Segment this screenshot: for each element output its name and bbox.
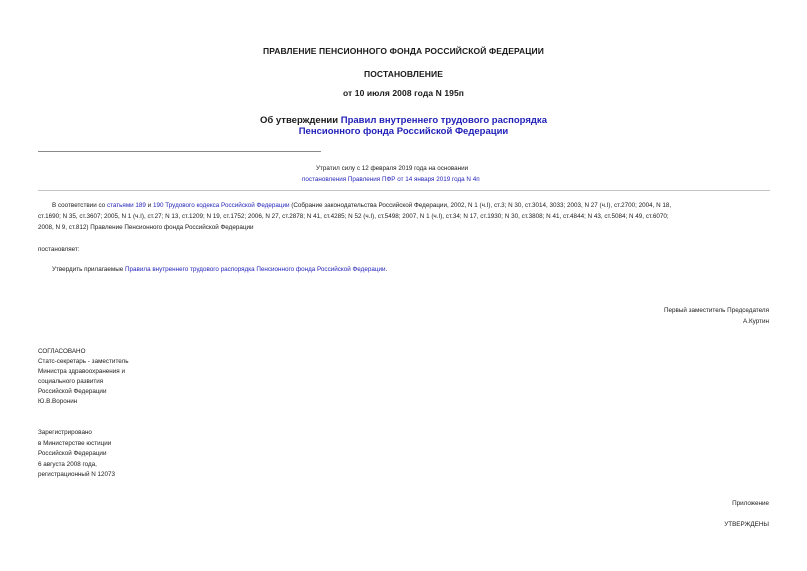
issuing-agency: ПРАВЛЕНИЕ ПЕНСИОННОГО ФОНДА РОССИЙСКОЙ ФЕДЕРАЦИИ: [263, 46, 544, 56]
registration-line: Российской Федерации: [38, 450, 107, 457]
preamble-and: и: [145, 202, 153, 209]
title-link-line2[interactable]: Пенсионного фонда Российской Федерации: [298, 126, 509, 137]
preamble-line2: ст.1690; N 35, ст.3607; 2005, N 1 (ч.I), ст.27; N 13, ст.1209; N 19, ст.1752; 2006, N 27, ст.2878; N 41, ст.4285; N 52 (ч.I), ст.5498; 2007, N 1 (ч.I), ст.34; N 17, ст.1930; N 30, ст.3808; N 41, ст.4844; N 43, ст.5084; N 49, ст.6070;: [38, 213, 669, 220]
labor-code-link[interactable]: 190 Трудового кодекса Российской Федерации: [152, 202, 290, 209]
agreed-block: [38, 347, 129, 407]
rules-link[interactable]: Правила внутреннего трудового распорядка Пенсионного фонда Российской Федерации: [125, 266, 386, 273]
agreed-line: Ю.В.Воронин: [38, 398, 78, 405]
preamble-line1: [52, 201, 671, 210]
agreed-line: СОГЛАСОВАНО: [38, 348, 86, 355]
agreed-line: Министра здравоохранения и: [38, 368, 125, 375]
title-divider: [38, 151, 321, 152]
registration-block: [38, 428, 115, 481]
status-note: Утратил силу с 12 февраля 2019 года на основании: [316, 165, 469, 172]
approve-suffix: .: [385, 266, 388, 273]
signature-position: Первый заместитель Председателя: [663, 307, 769, 314]
signature-name: А.Куртин: [743, 318, 769, 325]
status-link[interactable]: постановления Правления ПФР от 14 января 2019 года N 4п: [302, 176, 480, 183]
title-link-line1[interactable]: Правил внутреннего трудового распорядка: [340, 115, 547, 126]
preamble-intro: В соответствии со: [52, 202, 107, 209]
appendix-label: Приложение: [732, 500, 769, 507]
registration-line: в Министерстве юстиции: [38, 439, 112, 447]
preamble-line3: 2008, N 9, ст.812) Правление Пенсионного фонда Российской Федерации: [38, 224, 254, 231]
registration-line: регистрационный N 12073: [38, 471, 116, 478]
registration-line: 6 августа 2008 года,: [38, 460, 97, 468]
approve-prefix: Утвердить прилагаемые: [52, 266, 125, 273]
status-divider: [38, 190, 770, 191]
resolves-text: постановляет:: [38, 246, 80, 253]
registration-line: Зарегистрировано: [38, 429, 92, 436]
article-189-link[interactable]: статьями 189: [106, 202, 146, 209]
document-title-line2: [0, 126, 807, 137]
document-date-number: от 10 июля 2008 года N 195п: [342, 88, 465, 98]
agreed-line: социального развития: [38, 378, 104, 385]
preamble-citations: (Собрание законодательства Российской Федерации, 2002, N 1 (ч.I), ст.3; N 30, ст.3014, 3033; 2003, N 27 (ч.I), ст.2700; 2004, N 18,: [289, 202, 672, 209]
document-type: ПОСТАНОВЛЕНИЕ: [364, 69, 443, 79]
agreed-line: Российской Федерации: [38, 388, 107, 395]
title-prefix: Об утверждении: [260, 115, 341, 126]
approve-paragraph: [52, 265, 387, 274]
document-title: [0, 115, 807, 126]
approved-label: УТВЕРЖДЕНЫ: [724, 521, 769, 528]
agreed-line: Статс-секретарь - заместитель: [38, 358, 129, 365]
